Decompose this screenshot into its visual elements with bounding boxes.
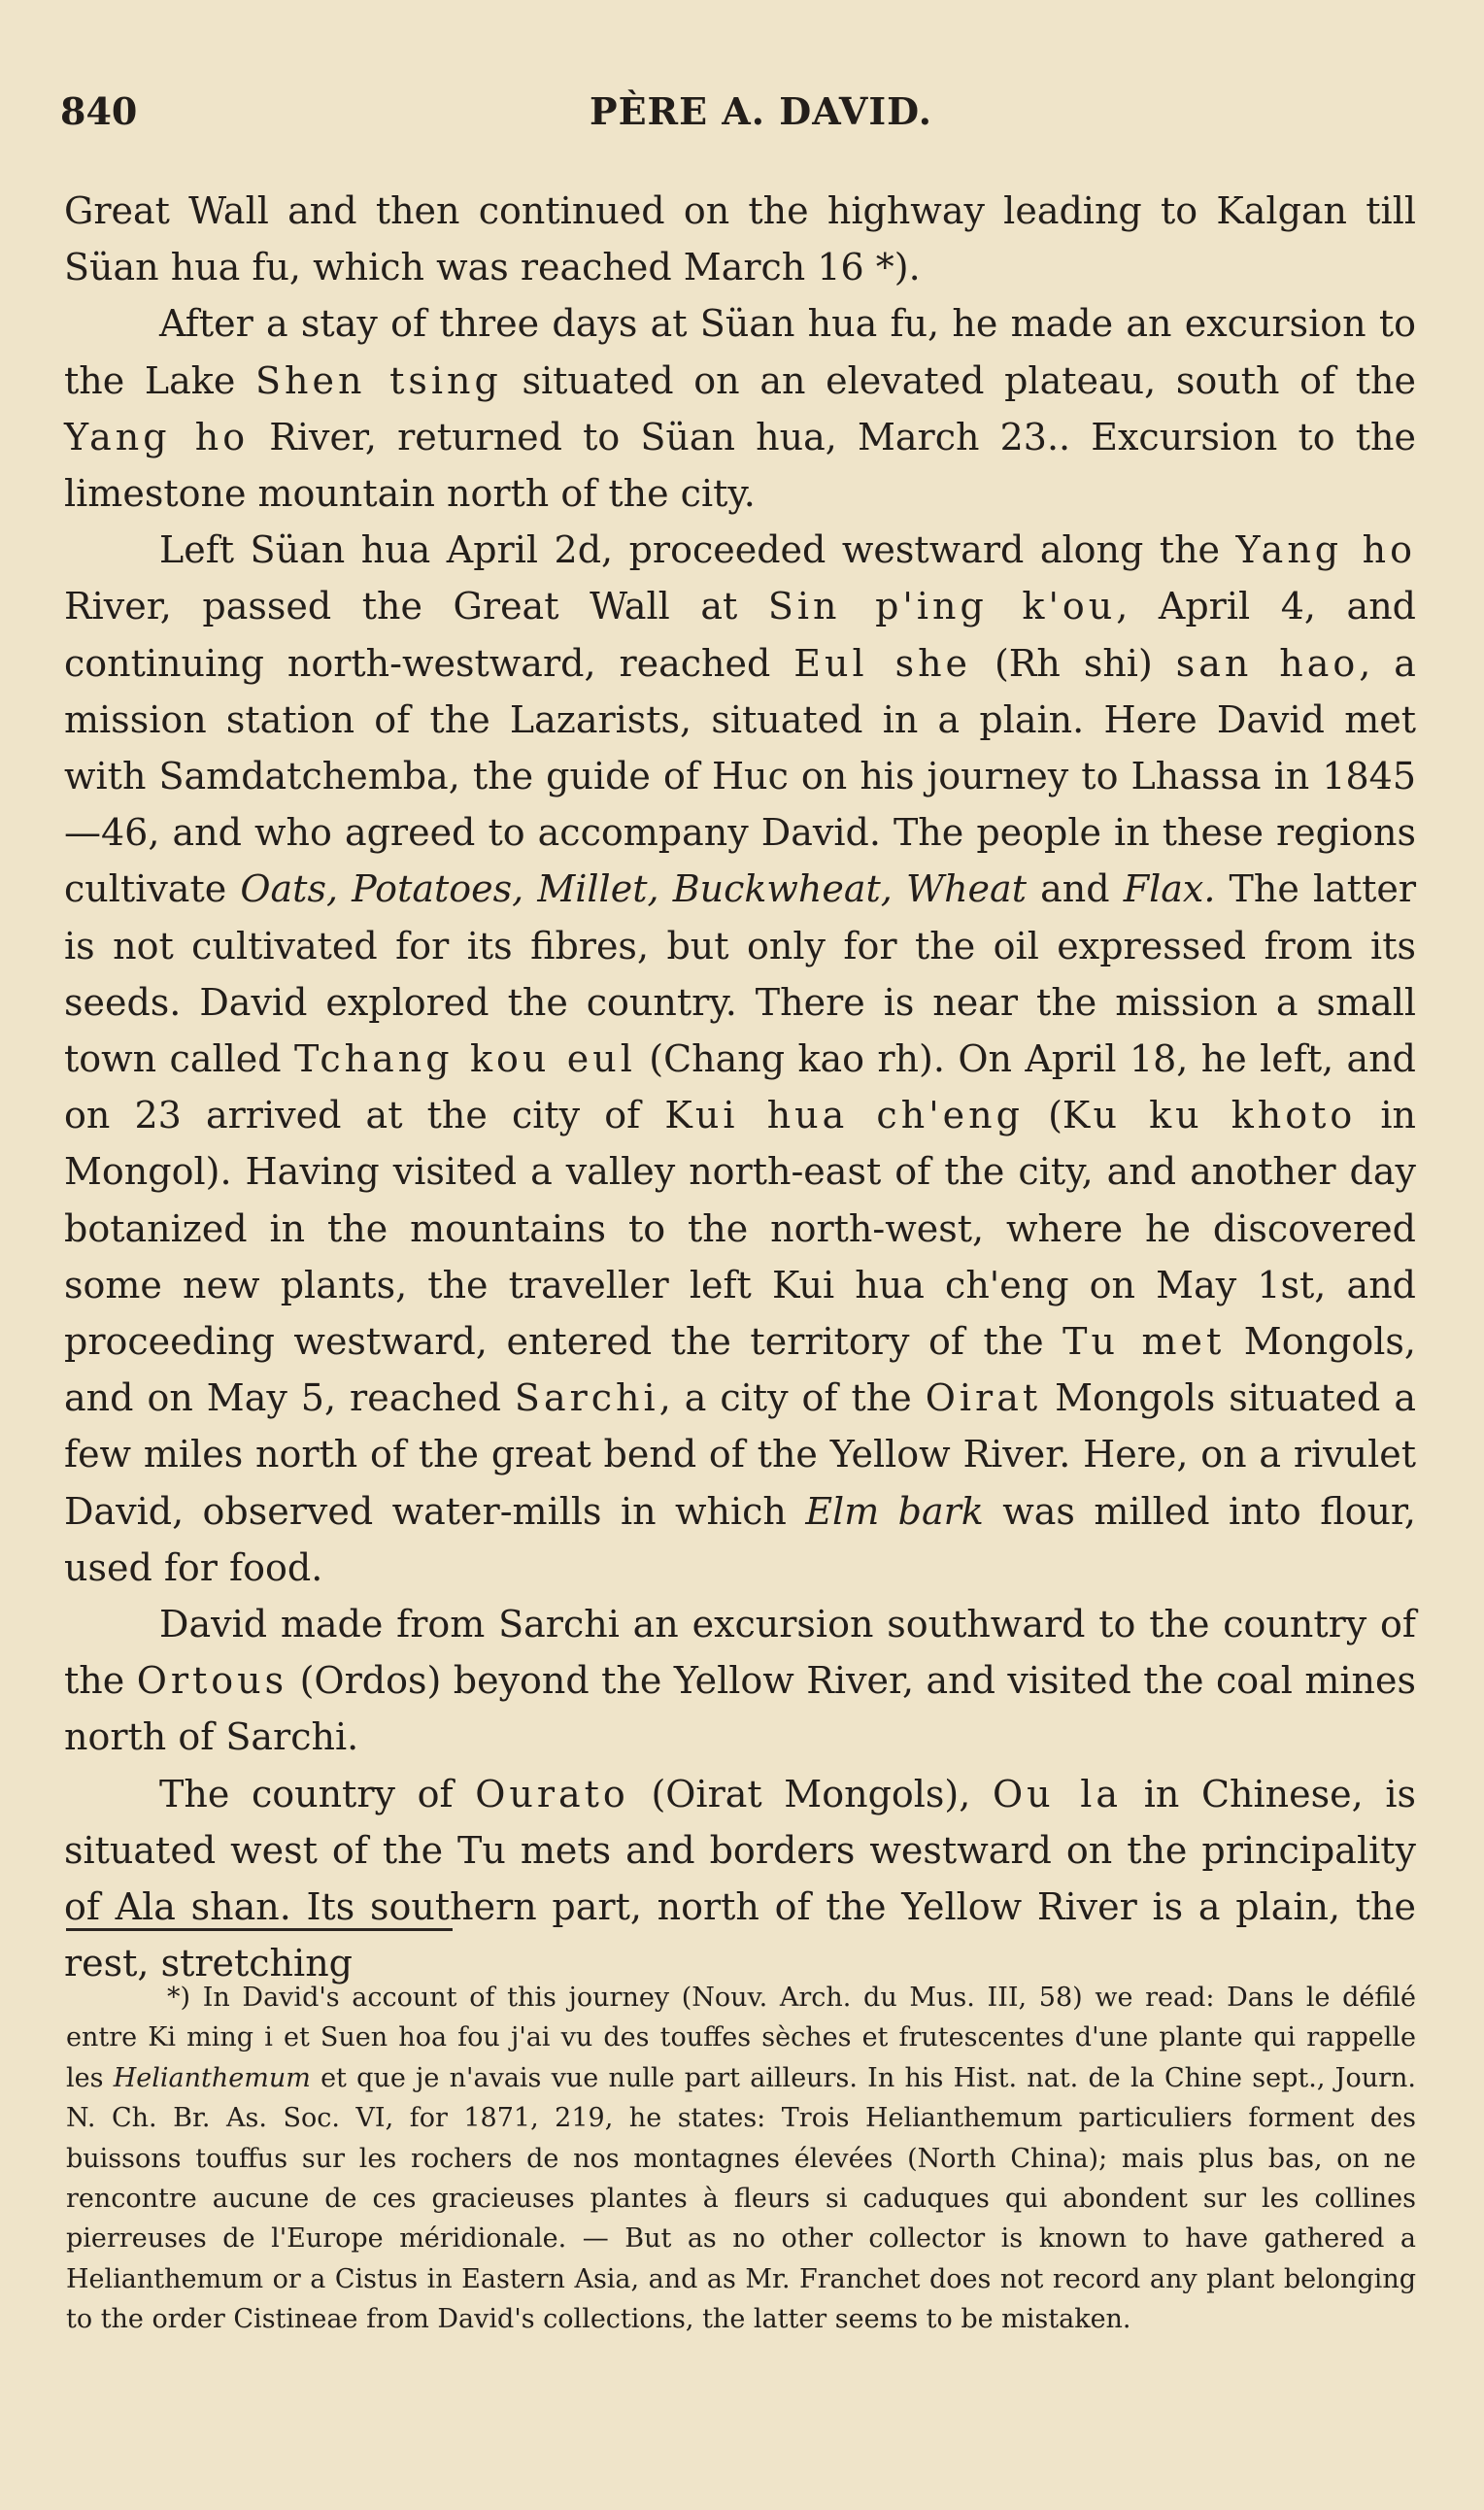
footnote bbox=[66, 1978, 1416, 2340]
crop-names: Oats, Potatoes, Millet, Buckwheat, Wheat bbox=[240, 867, 1027, 911]
footnote-text: *) In David's account of this journey (Nouv. Arch. du Mus. III, 58) we read: Dans le défilé entre Ki ming i et Suen hoa fou j'ai vu des touffes sèches et frutescentes d'une plante qui rappelle les Helianthemum et que je n'avais vue nulle part ailleurs. In his Hist. nat. de la Chine sept., Journ. N. Ch. Br. As. Soc. VI, for 1871, 219, he states: Trois Helianthemum particuliers forment des buissons touffus sur les rochers de nos montagnes élevées (North China); mais plus bas, on ne rencontre aucune de ces gracieuses plantes à fleurs si caduques qui abondent sur les collines pierreuses de l'Europe méridionale. — But as no other collector is known to have gathered a Helianthemum or a Cistus in Eastern Asia, and as Mr. Franchet does not record any plant belonging to the order Cistineae from David's collections, the latter seems to be mistaken. bbox=[66, 1983, 1416, 2335]
paragraph-5: The country of Ourato (Oirat Mongols), Ou la in Chinese, is situated west of the Tu mets and borders westward on the principality of Ala shan. Its southern part, north of the Yellow River is a plain, the rest, stretching bbox=[64, 1772, 1416, 1985]
running-head: PÈRE A. DAVID. bbox=[590, 89, 933, 133]
paragraph-1: Great Wall and then continued on the highway leading to Kalgan till Süan hua fu, which was reached March 16 *). bbox=[64, 189, 1416, 289]
spaced-place-name: Yang ho bbox=[64, 415, 250, 458]
paragraph-3: Left Süan hua April 2d, proceeded westward along the Yang ho River, passed the Great Wall at Sin p'ing k'ou, April 4, and continuing north-westward, reached Eul she (Rh shi) san hao, a mission station of the Lazarists, situated in a plain. Here David met with Samdatchemba, the guide of Huc on his journey to Lhassa in 1845—46, and who agreed to accompany David. The people in these regions cultivate Oats, Potatoes, Millet, Buckwheat, Wheat and Flax. The latter is not cultivated for its fibres, but only for the oil expressed from its seeds. David explored the country. There is near the mission a small town called Tchang kou eul (Chang kao rh). On April 18, he left, and on 23 arrived at the city of Kui hua ch'eng (Ku ku khoto in Mongol). Having visited a valley north-east of the city, and another day botanized in the mountains to the north-west, where he discovered some new plants, the traveller left Kui hua ch'eng on May 1st, and proceeding westward, entered the territory of the Tu met Mongols, and on May 5, reached Sarchi, a city of the Oirat Mongols situated a few miles north of the great bend of the Yellow River. Here, on a rivulet David, observed water-mills in which Elm bark was milled into flour, used for food. bbox=[64, 528, 1417, 1589]
page-number: 840 bbox=[60, 89, 138, 133]
main-text bbox=[64, 183, 1416, 1992]
paragraph-4: David made from Sarchi an excursion southward to the country of the Ortous (Ordos) beyond the Yellow River, and visited the coal mines north of Sarchi. bbox=[64, 1603, 1417, 1759]
page-header bbox=[60, 89, 1416, 148]
paragraph-2: After a stay of three days at Süan hua fu, he made an excursion to the Lake Shen tsing situated on an elevated plateau, south of the Yang ho River, returned to Süan hua, March 23.. Excursion to the limestone mountain north of the city. bbox=[64, 302, 1416, 516]
footnote-divider bbox=[66, 1928, 453, 1931]
spaced-place-name: Shen tsing bbox=[254, 358, 502, 402]
